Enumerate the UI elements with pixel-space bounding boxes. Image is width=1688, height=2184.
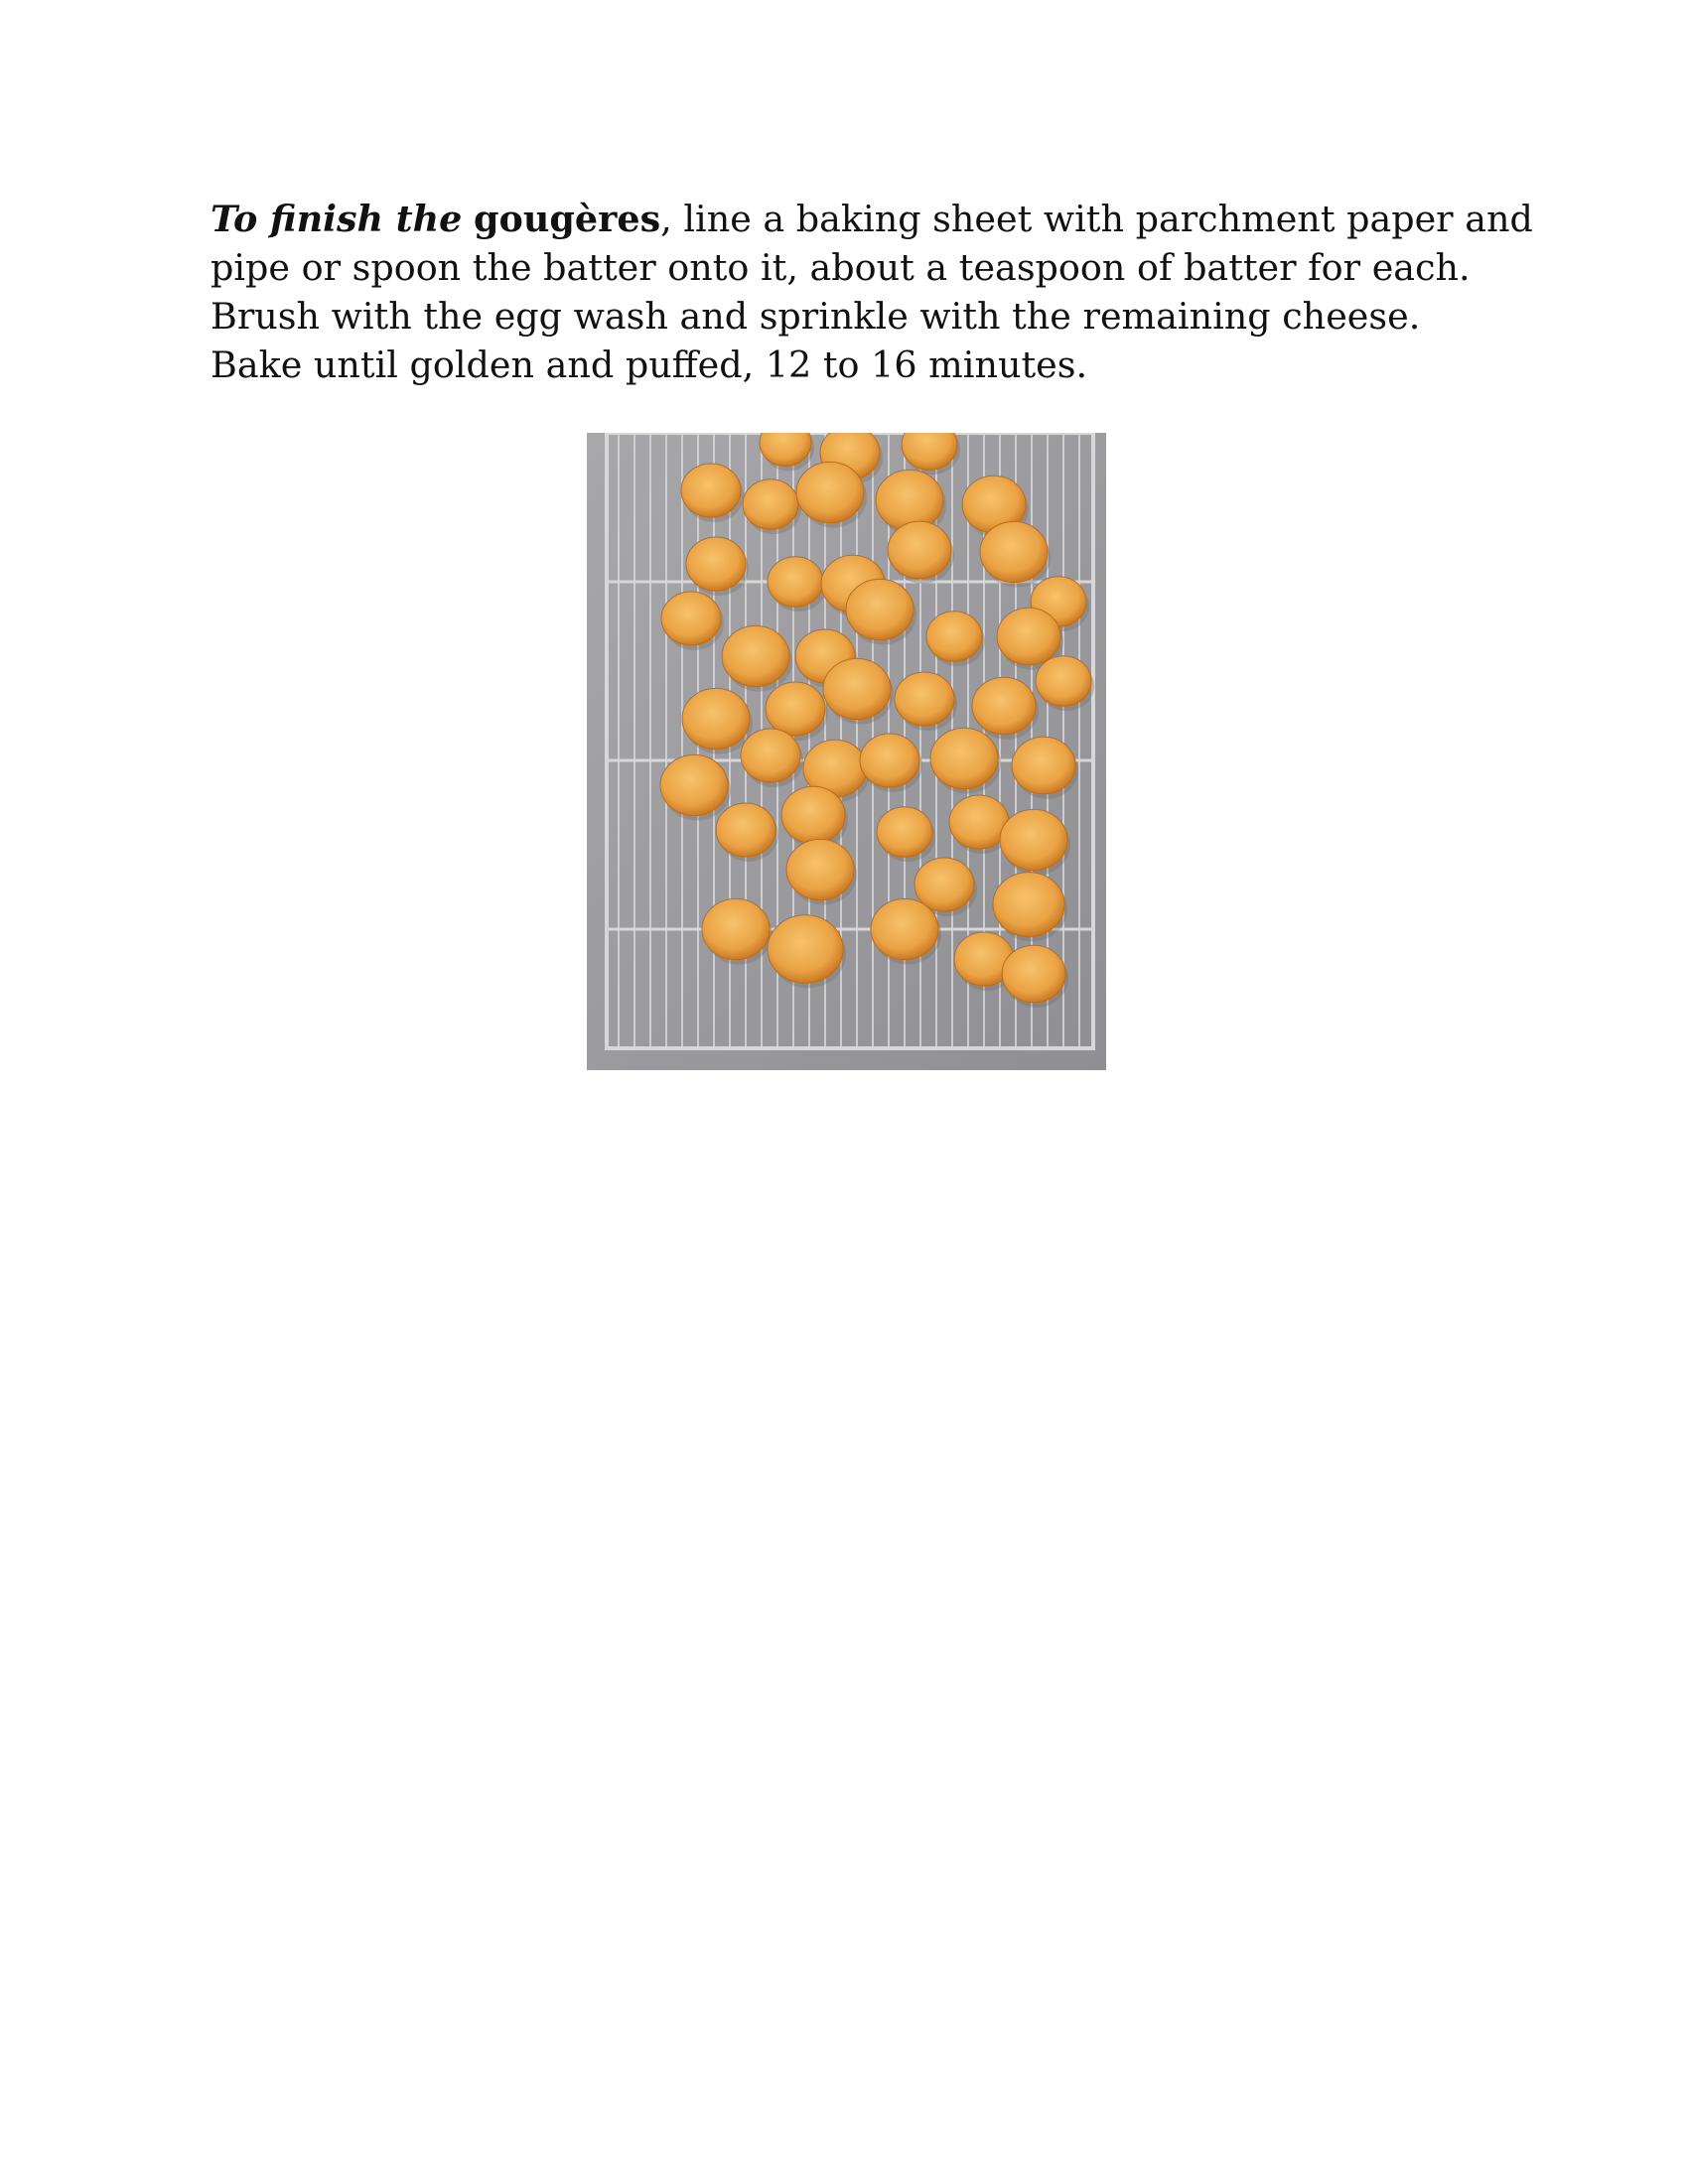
gougere — [1036, 656, 1091, 706]
gougere — [980, 521, 1048, 582]
paragraph-line-3: Brush with the egg wash and sprinkle with the remaining cheese. — [211, 295, 1421, 338]
gougere — [871, 898, 938, 959]
gougere — [926, 612, 982, 661]
gougere — [661, 592, 721, 645]
gougere — [741, 729, 800, 782]
lead-in-italic: To finish the — [211, 198, 463, 240]
gougere — [768, 915, 843, 983]
gougere — [1000, 809, 1067, 870]
lead-in-bold: gougères — [474, 198, 661, 240]
gougere — [766, 682, 825, 736]
gougere — [860, 734, 919, 787]
gougere — [993, 873, 1064, 937]
gougere — [686, 537, 746, 591]
gougere — [722, 625, 789, 686]
gougere — [823, 658, 891, 719]
gougere — [786, 839, 854, 899]
gougere — [716, 803, 775, 857]
gougere — [997, 608, 1060, 665]
gougere — [702, 898, 770, 959]
line-1-text: , line a baking sheet with parchment paper and — [660, 198, 1533, 240]
gougere — [972, 677, 1036, 735]
gougere — [682, 688, 750, 749]
gougere — [877, 807, 932, 857]
paragraph-line-1 — [211, 195, 1533, 243]
gougere — [888, 521, 951, 579]
gougere — [1012, 737, 1075, 794]
gougere — [930, 728, 998, 788]
gougere — [846, 579, 914, 639]
gougere — [895, 672, 954, 726]
gougere — [768, 557, 823, 607]
gougere — [743, 479, 798, 529]
photo-illustration — [587, 433, 1106, 1070]
instruction-paragraph — [211, 195, 1533, 389]
paragraph-line-2: pipe or spoon the batter onto it, about a teaspoon of batter for each. — [211, 246, 1471, 289]
gougere — [1002, 945, 1065, 1003]
gougere — [796, 462, 864, 522]
gougere — [781, 786, 845, 844]
gougere — [914, 858, 974, 911]
gougeres-photo — [587, 433, 1106, 1070]
gougere — [660, 754, 728, 815]
gougere — [681, 464, 741, 517]
gougere — [876, 470, 943, 530]
paragraph-line-4: Bake until golden and puffed, 12 to 16 minutes. — [211, 343, 1088, 386]
